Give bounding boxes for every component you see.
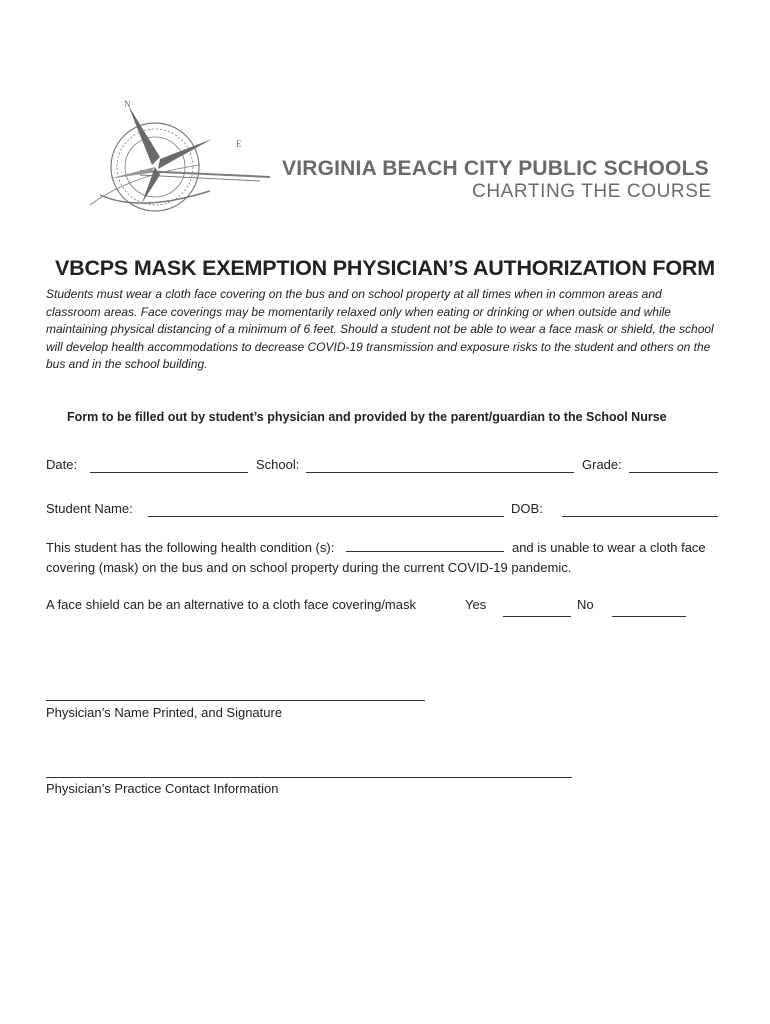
- contact-info-field[interactable]: [46, 777, 572, 778]
- signature-label: Physician’s Name Printed, and Signature: [46, 705, 283, 720]
- instruction-text: Form to be filled out by student’s physician and provided by the parent/guardian to the School Nurse: [67, 410, 667, 424]
- contact-info-label: Physician’s Practice Contact Information: [46, 781, 279, 796]
- yes-label: Yes: [465, 597, 487, 612]
- condition-text-after: and is unable to wear a cloth face covering (mask) on the bus and on school property during the current COVID-19 pandemic.: [46, 540, 706, 575]
- date-label: Date:: [46, 457, 78, 472]
- dob-field[interactable]: [562, 516, 718, 517]
- no-field[interactable]: [612, 616, 686, 617]
- signature-field[interactable]: [46, 700, 425, 701]
- health-condition-field[interactable]: [346, 539, 504, 552]
- form-title: VBCPS MASK EXEMPTION PHYSICIAN’S AUTHORIZATION FORM: [55, 256, 715, 280]
- condition-text-before: This student has the following health condition (s):: [46, 540, 335, 555]
- no-label: No: [577, 597, 594, 612]
- svg-text:N: N: [124, 99, 131, 109]
- compass-logo: [80, 95, 280, 215]
- school-field[interactable]: [306, 472, 574, 473]
- grade-field[interactable]: [629, 472, 718, 473]
- student-name-field[interactable]: [148, 516, 504, 517]
- health-condition-statement: [46, 538, 746, 578]
- org-name: VIRGINIA BEACH CITY PUBLIC SCHOOLS: [282, 157, 709, 180]
- student-name-label: Student Name:: [46, 501, 133, 516]
- org-tagline: CHARTING THE COURSE: [472, 181, 712, 202]
- intro-paragraph: Students must wear a cloth face covering on the bus and on school property at all times when in common areas and classroom areas. Face coverings may be momentarily relaxed only when eating or drinking or when outside and while maintaining physical distancing of a minimum of 6 feet. Should a student not be able to wear a face mask or shield, the school will develop health accommodations to decrease COVID-19 transmission and exposure risks to the student and others on the bus and in the school building.: [46, 287, 714, 372]
- svg-text:E: E: [236, 139, 242, 149]
- face-shield-question: A face shield can be an alternative to a cloth face covering/mask: [46, 597, 416, 612]
- dob-label: DOB:: [511, 501, 543, 516]
- yes-field[interactable]: [503, 616, 571, 617]
- school-label: School:: [256, 457, 300, 472]
- grade-label: Grade:: [582, 457, 622, 472]
- date-field[interactable]: [90, 472, 248, 473]
